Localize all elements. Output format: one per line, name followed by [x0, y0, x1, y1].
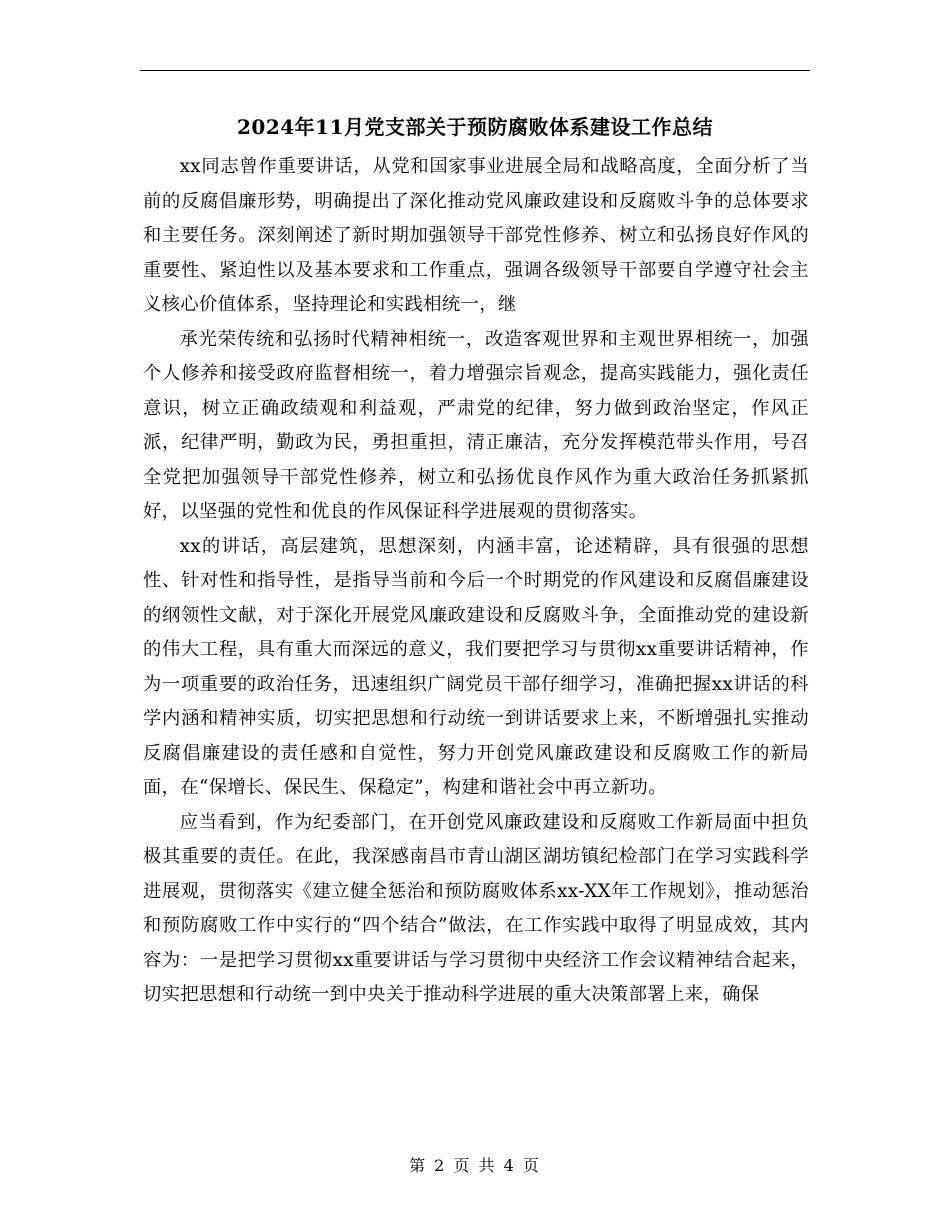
paragraph-4: 应当看到，作为纪委部门，在开创党风廉政建设和反腐败工作新局面中担负极其重要的责任。在此，我深感南昌市青山湖区湖坊镇纪检部门在学习实践科学进展观，贯彻落实《建立健全惩治和预防腐败体系xx-XX年工作规划》，推动惩治和预防腐败工作中实行的“四个结合”做法，在工作实践中取得了明显成效，其内容为：一是把学习贯彻xx重要讲话与学习贯彻中央经济工作会议精神结合起来，切实把思想和行动统一到中央关于推动科学进展的重大决策部署上来，确保 — [143, 811, 809, 1005]
paragraph-1: xx同志曾作重要讲话，从党和国家事业进展全局和战略高度，全面分析了当前的反腐倡廉形势，明确提出了深化推动党风廉政建设和反腐败斗争的总体要求和主要任务。深刻阐述了新时期加强领导干部党性修养、树立和弘扬良好作风的重要性、紧迫性以及基本要求和工作重点，强调各级领导干部要自学遵守社会主义核心价值体系，坚持理论和实践相统一，继 — [143, 156, 809, 315]
header-rule — [140, 70, 810, 71]
paragraph-3: xx的讲话，高层建筑，思想深刻，内涵丰富，论述精辟，具有很强的思想性、针对性和指导性，是指导当前和今后一个时期党的作风建设和反腐倡廉建设的纲领性文献，对于深化开展党风廉政建设和反腐败斗争，全面推动党的建设新的伟大工程，具有重大而深远的意义，我们要把学习与贯彻xx重要讲话精神，作为一项重要的政治任务，迅速组织广阔党员干部仔细学习，准确把握xx讲话的科学内涵和精神实质，切实把思想和行动统一到讲话要求上来，不断增强扎实推动反腐倡廉建设的责任感和自觉性，努力开创党风廉政建设和反腐败工作的新局面，在“保增长、保民生、保稳定”，构建和谐社会中再立新功。 — [143, 535, 809, 798]
page-number-footer: 第 2 页 共 4 页 — [409, 1156, 541, 1175]
paragraph-2: 承光荣传统和弘扬时代精神相统一，改造客观世界和主观世界相统一，加强个人修养和接受政府监督相统一，着力增强宗旨观念，提高实践能力，强化责任意识，树立正确政绩观和利益观，严肃党的纪律，努力做到政治坚定，作风正派，纪律严明，勤政为民，勇担重担，清正廉洁，充分发挥模范带头作用，号召全党把加强领导干部党性修养，树立和弘扬优良作风作为重大政治任务抓紧抓好，以坚强的党性和优良的作风保证科学进展观的贯彻落实。 — [143, 328, 809, 522]
document-body — [143, 150, 809, 1013]
document-title: 2024年11月党支部关于预防腐败体系建设工作总结 — [237, 115, 713, 139]
